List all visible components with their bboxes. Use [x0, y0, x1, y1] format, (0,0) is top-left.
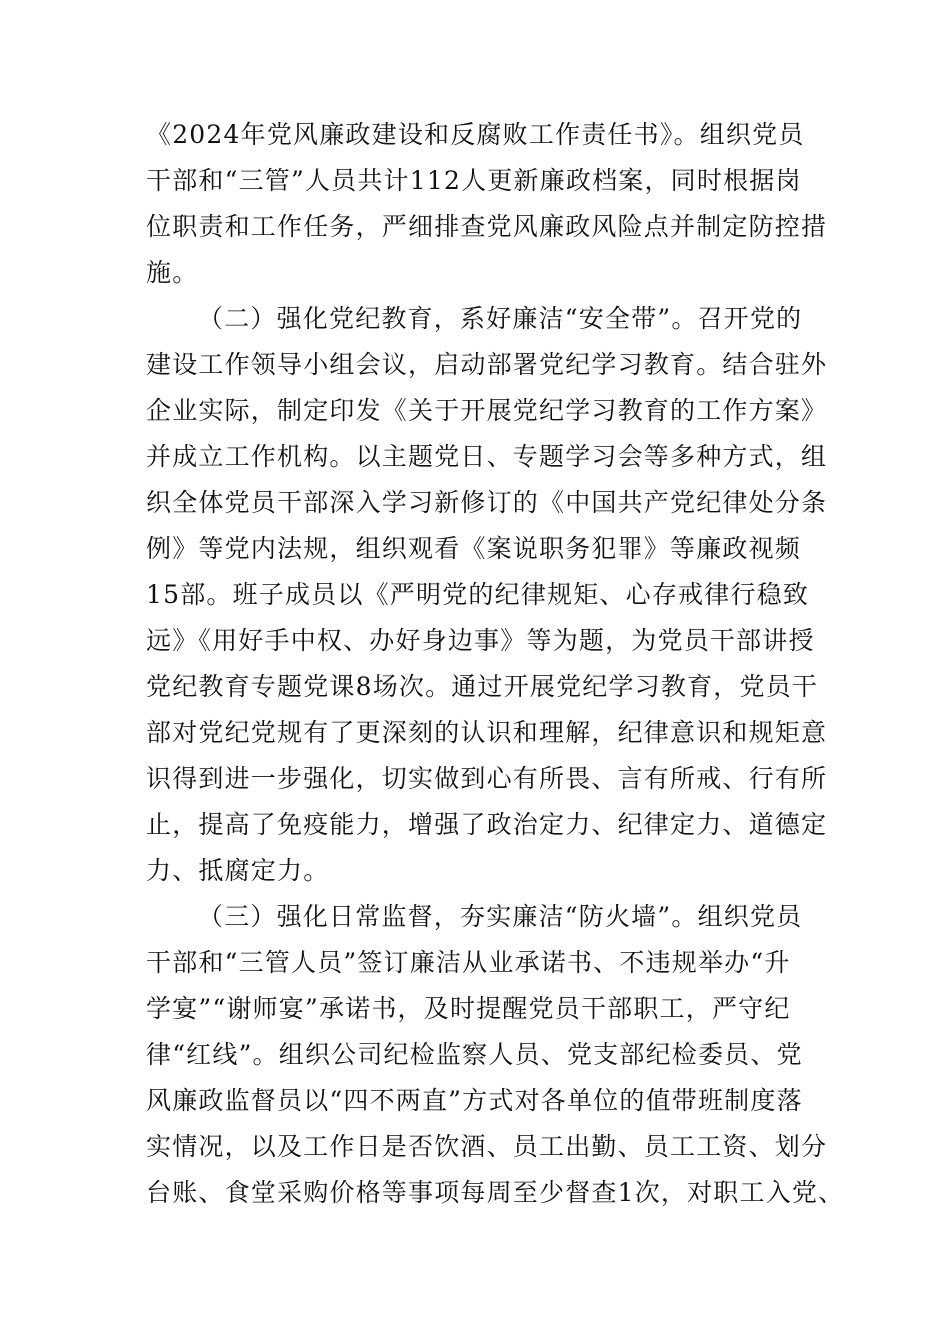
text-line: 识得到进一步强化，切实做到心有所畏、言有所戒、行有所 [146, 764, 828, 793]
text-line: 党纪教育专题党课8场次。通过开展党纪学习教育，党员干 [146, 672, 819, 701]
text-line: 《2024年党风廉政建设和反腐败工作责任书》。组织党员 [146, 120, 805, 149]
text-line: 实情况，以及工作日是否饮酒、员工出勤、员工工资、划分 [146, 1132, 828, 1161]
text-line: 学宴”“谢师宴”承诺书，及时提醒党员干部职工，严守纪 [146, 994, 791, 1023]
text-line: 部对党纪党规有了更深刻的认识和理解，纪律意识和规矩意 [146, 718, 828, 747]
document-body [146, 112, 845, 1216]
text-line: 台账、食堂采购价格等事项每周至少督查1次，对职工入党、 [146, 1178, 845, 1207]
text-line: 止，提高了免疫能力，增强了政治定力、纪律定力、道德定 [146, 810, 828, 839]
text-line: 远》《用好手中权、办好身边事》等为题，为党员干部讲授 [146, 626, 815, 655]
text-line: 律“红线”。组织公司纪检监察人员、党支部纪检委员、党 [146, 1040, 803, 1069]
text-line: 施。 [146, 258, 199, 287]
text-line: 建设工作领导小组会议，启动部署党纪学习教育。结合驻外 [146, 350, 828, 379]
text-line: 例》等党内法规，组织观看《案说职务犯罪》等廉政视频 [146, 534, 802, 563]
text-line: 风廉政监督员以“四不两直”方式对各单位的值带班制度落 [146, 1086, 803, 1115]
text-line: 并成立工作机构。以主题党日、专题学习会等多种方式，组 [146, 442, 828, 471]
text-line: 力、抵腐定力。 [146, 856, 330, 885]
text-line: 干部和“三管”人员共计112人更新廉政档案，同时根据岗 [146, 166, 802, 195]
text-line: 干部和“三管人员”签订廉洁从业承诺书、不违规举办“升 [146, 948, 791, 977]
section-heading-line: （三）强化日常监督，夯实廉洁“防火墙”。组织党员 [198, 902, 803, 931]
paragraph-intro-continued [146, 112, 828, 296]
text-line: 15部。班子成员以《严明党的纪律规矩、心存戒律行稳致 [146, 580, 810, 609]
text-line: 企业实际，制定印发《关于开展党纪学习教育的工作方案》 [146, 396, 828, 425]
text-line: 位职责和工作任务，严细排查党风廉政风险点并制定防控措 [146, 212, 828, 241]
text-line: 织全体党员干部深入学习新修订的《中国共产党纪律处分条 [146, 488, 828, 517]
section-heading-line: （二）强化党纪教育，系好廉洁“安全带”。召开党的 [198, 304, 803, 333]
paragraph-section-3 [146, 894, 845, 1216]
paragraph-section-2 [146, 296, 828, 894]
